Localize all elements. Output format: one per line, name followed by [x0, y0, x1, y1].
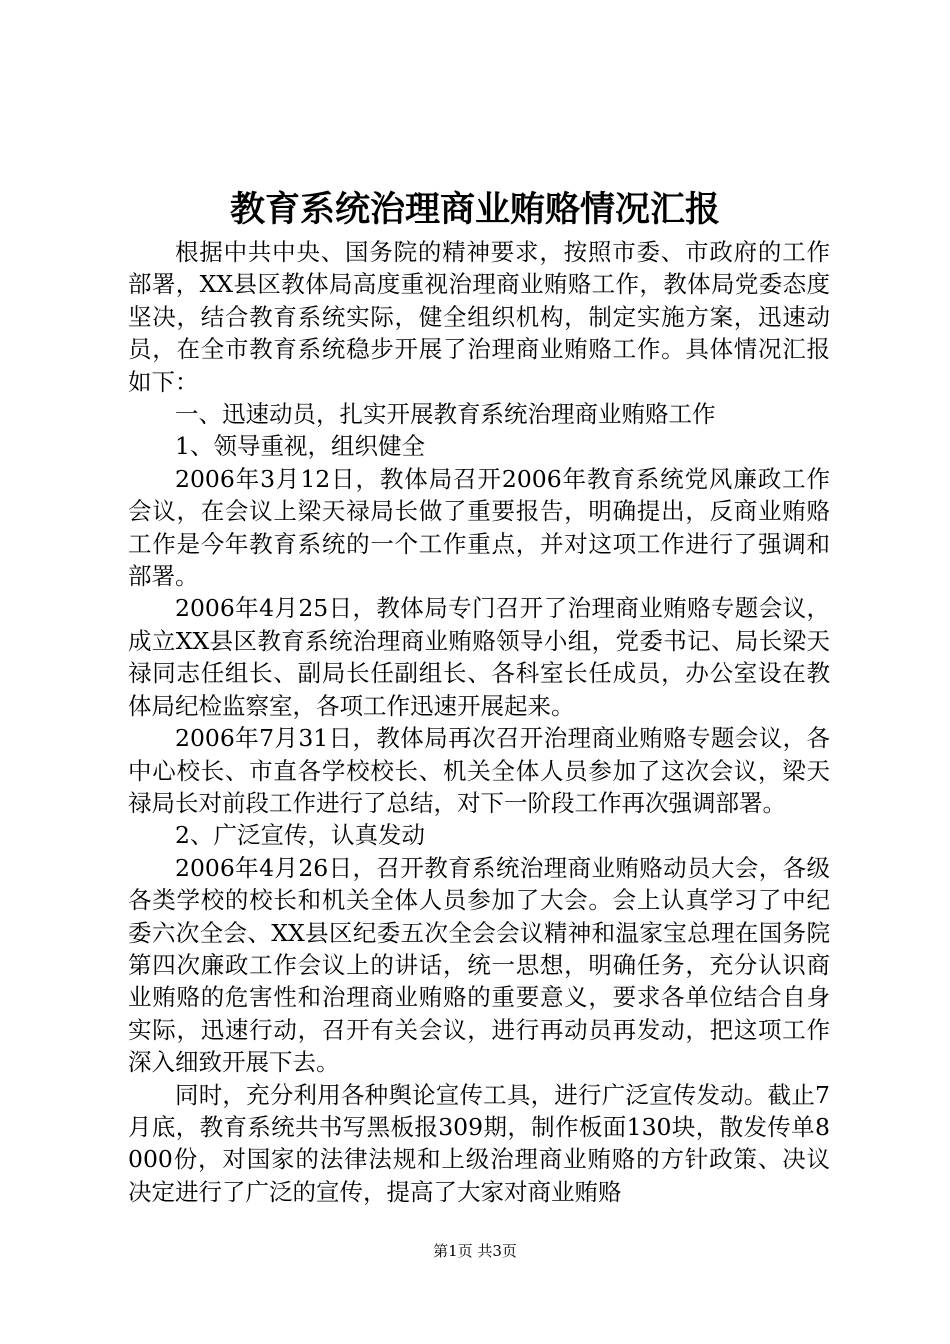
section-heading-1: 一、迅速动员，扎实开展教育系统治理商业贿赂工作 — [175, 400, 716, 429]
document-title: 教育系统治理商业贿赂情况汇报 — [229, 190, 720, 230]
subsection-heading-2: 2、广泛宣传，认真发动 — [175, 821, 425, 850]
paragraph-april-meeting: 2006年4月25日，教体局专门召开了治理商业贿赂专题会议，成立XX县区教育系统治理商业贿赂领导小组，党委书记、局长梁天禄同志任组长、副局长任副组长、各科室长任成员，办公室设在教体局纪检监察室，各项工作迅速开展起来。 — [128, 594, 830, 720]
paragraph-mobilization: 2006年4月26日，召开教育系统治理商业贿赂动员大会，各级各类学校的校长和机关全体人员参加了大会。会上认真学习了中纪委六次全会、XX县区纪委五次全会会议精神和温家宝总理在国务院第四次廉政工作会议上的讲话，统一思想，明确任务，充分认识商业贿赂的危害性和治理商业贿赂的重要意义，要求各单位结合自身实际，迅速行动，召开有关会议，进行再动员再发动，把这项工作深入细致开展下去。 — [128, 853, 830, 1077]
document-body — [128, 236, 830, 1208]
paragraph-intro: 根据中共中央、国务院的精神要求，按照市委、市政府的工作部署，XX县区教体局高度重视治理商业贿赂工作，教体局党委态度坚决，结合教育系统实际，健全组织机构，制定实施方案，迅速动员，在全市教育系统稳步开展了治理商业贿赂工作。具体情况汇报如下： — [128, 238, 830, 396]
subsection-heading-1: 1、领导重视，组织健全 — [175, 432, 425, 461]
paragraph-july-meeting: 2006年7月31日，教体局再次召开治理商业贿赂专题会议，各中心校长、市直各学校校长、机关全体人员参加了这次会议，梁天禄局长对前段工作进行了总结，对下一阶段工作再次强调部署。 — [128, 724, 830, 817]
paragraph-publicity: 同时，充分利用各种舆论宣传工具，进行广泛宣传发动。截止7月底，教育系统共书写黑板报309期，制作板面130块，散发传单8000份，对国家的法律法规和上级治理商业贿赂的方针政策、决议决定进行了广泛的宣传，提高了大家对商业贿赂 — [128, 1080, 830, 1206]
paragraph-march-meeting: 2006年3月12日，教体局召开2006年教育系统党风廉政工作会议，在会议上梁天禄局长做了重要报告，明确提出，反商业贿赂工作是今年教育系统的一个工作重点，并对这项工作进行了强调和部署。 — [128, 464, 830, 591]
page-footer: 第1页 共3页 — [433, 1242, 517, 1260]
